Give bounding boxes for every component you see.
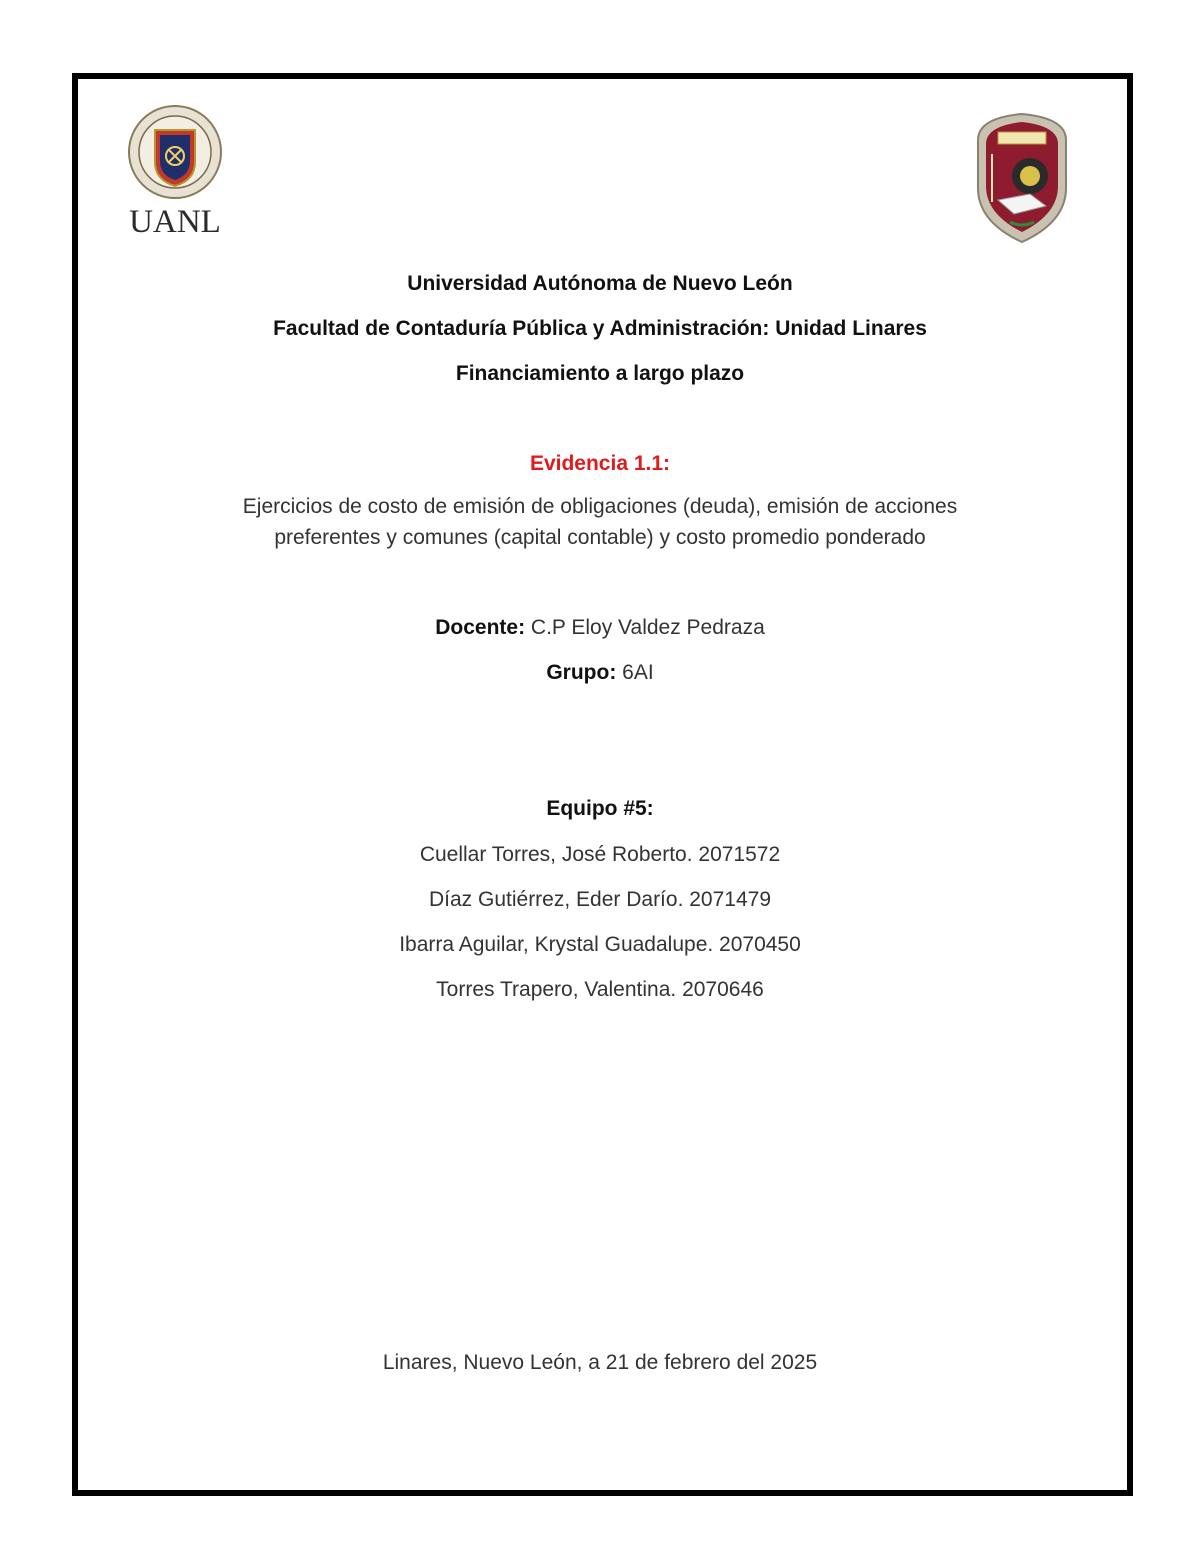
teacher-line bbox=[0, 615, 1200, 641]
evidence-description-line2: preferentes y comunes (capital contable) y costo promedio ponderado bbox=[274, 526, 926, 549]
group-line bbox=[0, 660, 1200, 686]
team-member: Díaz Gutiérrez, Eder Darío. 2071479 bbox=[428, 888, 771, 911]
teacher-value: C.P Eloy Valdez Pedraza bbox=[525, 616, 765, 639]
group-label: Grupo: bbox=[546, 661, 617, 684]
faculty-shield-logo bbox=[970, 110, 1074, 245]
uanl-logo-text: UANL bbox=[129, 204, 221, 239]
team-member: Ibarra Aguilar, Krystal Guadalupe. 2070450 bbox=[399, 933, 801, 956]
evidence-description-line1: Ejercicios de costo de emisión de obligaciones (deuda), emisión de acciones bbox=[242, 495, 958, 518]
team-title: Equipo #5: bbox=[546, 797, 654, 820]
place-date: Linares, Nuevo León, a 21 de febrero del 2025 bbox=[382, 1351, 818, 1374]
course-name: Financiamiento a largo plazo bbox=[455, 362, 745, 385]
uanl-logo bbox=[125, 104, 225, 239]
teacher-label: Docente: bbox=[435, 616, 526, 639]
team-member: Cuellar Torres, José Roberto. 2071572 bbox=[419, 843, 781, 866]
evidence-title: Evidencia 1.1: bbox=[529, 452, 671, 475]
team-member: Torres Trapero, Valentina. 2070646 bbox=[436, 978, 764, 1001]
group-value: 6AI bbox=[616, 661, 654, 684]
university-name: Universidad Autónoma de Nuevo León bbox=[407, 272, 793, 295]
faculty-name: Facultad de Contaduría Pública y Administración: Unidad Linares bbox=[273, 317, 927, 340]
